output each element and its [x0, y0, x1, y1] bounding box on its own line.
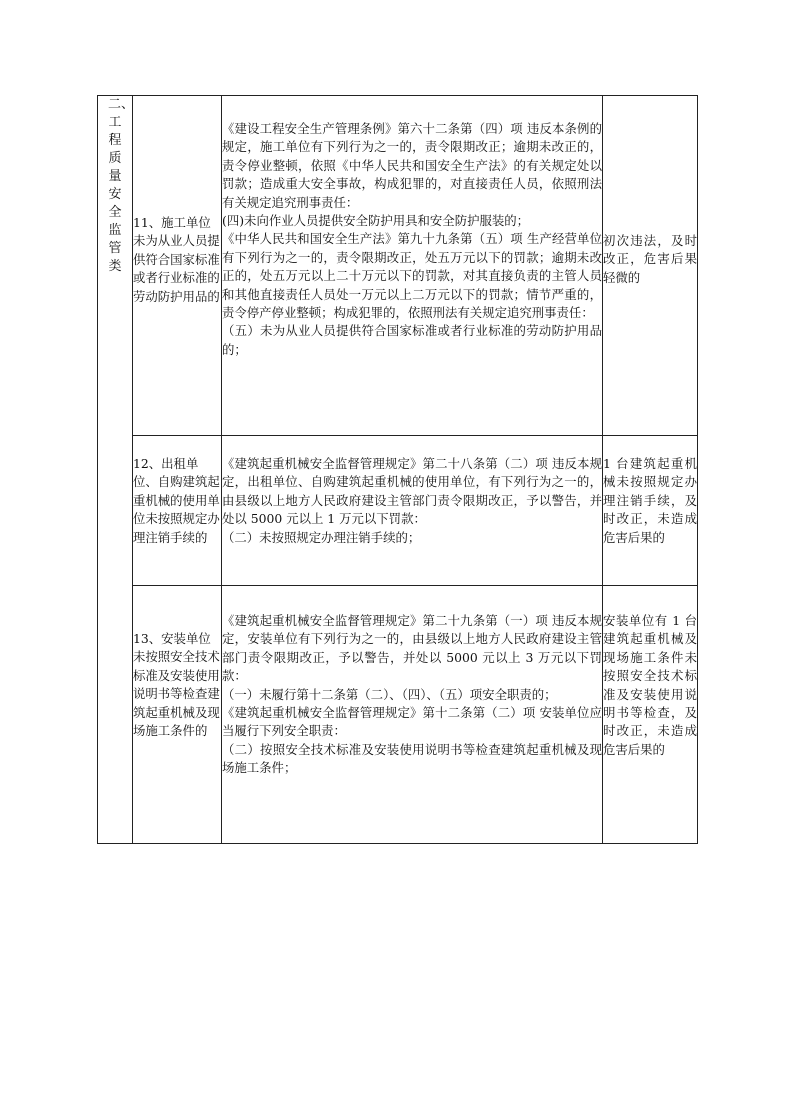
law-paragraph: 《建设工程安全生产管理条例》第六十二条第（四）项 违反本条例的规定，施工单位有下列行为之一的，责令限期改正；逾期未改正的，责令停业整顿，依照《中华人民共和国安全生产法》的有关规定处以罚款；造成重大安全事故，构成犯罪的，对直接责任人员，依照刑法有关规定追究刑事责任：: [222, 121, 602, 210]
law-paragraph: 《中华人民共和国安全生产法》第九十九条第（五）项 生产经营单位有下列行为之一的，责令限期改正，处五万元以下的罚款；逾期未改正的，处五万元以上二十万元以下的罚款，对其直接负责的主管人员和其他直接责任人员处一万元以上二万元以下的罚款；情节严重的，责令停产停业整顿；构成犯罪的，依照刑法有关规定追究刑事责任：: [222, 231, 602, 321]
law-paragraph: （二）未按照规定办理注销手续的；: [222, 529, 421, 545]
table-row: [98, 586, 698, 844]
law-cell: [222, 586, 603, 844]
item-cell: 11、施工单位未为从业人员提供符合国家标准或者行业标准的劳动防护用品的: [133, 96, 222, 436]
category-label: 二、工程质量安全监管类: [108, 97, 135, 274]
condition-cell: 1 台建筑起重机械未按照规定办理注销手续，及时改正，未造成危害后果的: [603, 436, 698, 586]
law-paragraph: 《建筑起重机械安全监督管理规定》第二十九条第（一）项 违反本规定，安装单位有下列行为之一的，由县级以上地方人民政府建设主管部门责令限期改正，予以警告，并处以 5000 元以上 3 万元以下罚款：: [222, 613, 602, 684]
law-cell: [222, 436, 603, 586]
category-cell: [98, 96, 133, 844]
law-paragraph: (四)未向作业人员提供安全防护用具和安全防护服装的；: [222, 213, 530, 229]
table-row: [98, 96, 698, 436]
item-cell: 12、出租单位、自购建筑起重机械的使用单位未按照规定办理注销手续的: [133, 436, 222, 586]
penalty-table: [97, 95, 698, 844]
law-paragraph: （五）未为从业人员提供符合国家标准或者行业标准的劳动防护用品的；: [222, 323, 602, 357]
law-paragraph: 《建筑起重机械安全监督管理规定》第十二条第（二）项 安装单位应当履行下列安全职责：: [222, 705, 602, 739]
table-row: [98, 436, 698, 586]
law-paragraph: （一）未履行第十二条第（二）、（四）、（五）项安全职责的；: [222, 686, 557, 702]
condition-cell: 安装单位有 1 台建筑起重机械及现场施工条件未按照安全技术标准及安装使用说明书等检查，及时改正，未造成危害后果的: [603, 586, 698, 844]
item-cell: 13、安装单位未按照安全技术标准及安装使用说明书等检查建筑起重机械及现场施工条件的: [133, 586, 222, 844]
law-paragraph: （二）按照安全技术标准及安装使用说明书等检查建筑起重机械及现场施工条件；: [222, 741, 602, 776]
law-cell: [222, 96, 603, 436]
law-paragraph: 《建筑起重机械安全监督管理规定》第二十八条第（二）项 违反本规定，出租单位、自购建筑起重机械的使用单位，有下列行为之一的，由县级以上地方人民政府建设主管部门责令限期改正，予以警告，并处以 5000 元以上 1 万元以下罚款：: [222, 456, 602, 527]
condition-cell: 初次违法，及时改正，危害后果轻微的: [603, 96, 698, 436]
